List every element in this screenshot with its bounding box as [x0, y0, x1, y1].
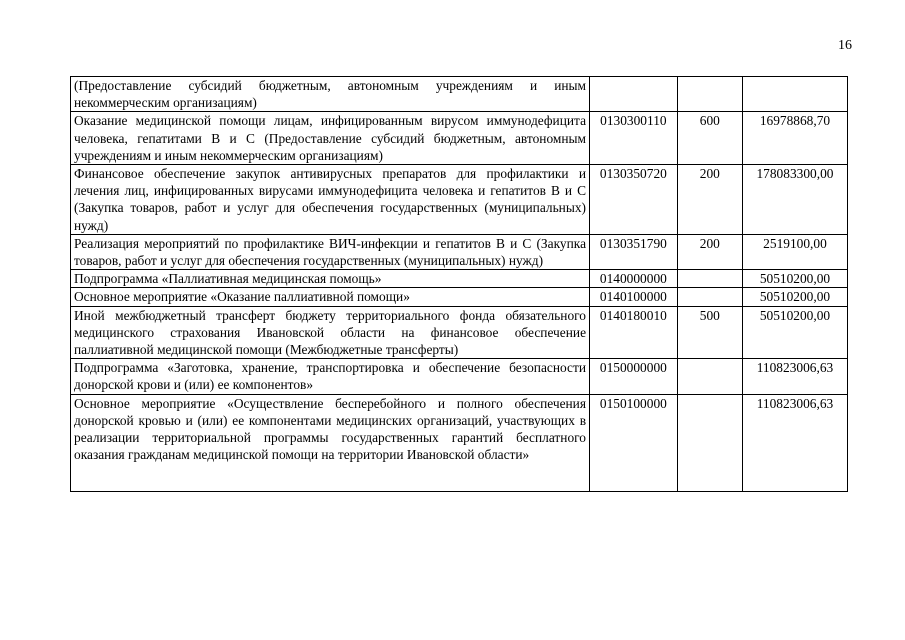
row-name: Основное мероприятие «Оказание паллиативной помощи»	[71, 288, 590, 306]
row-sum: 50510200,00	[742, 288, 847, 306]
row-name: Основное мероприятие «Осуществление бесперебойного и полного обеспечения донорской кровью и (или) ее компонентами медицинских организаций, участвующих в реализации территориальной программы государственных гарантий бесплатного оказания гражданам медицинской помощи на территории Ивановской области»	[71, 394, 590, 491]
row-code: 0150000000	[590, 359, 678, 394]
table-row	[71, 234, 848, 269]
row-type: 200	[677, 165, 742, 235]
row-name: Подпрограмма «Заготовка, хранение, транспортировка и обеспечение безопасности донорской крови и (или) ее компонентов»	[71, 359, 590, 394]
row-name: Реализация мероприятий по профилактике ВИЧ-инфекции и гепатитов B и C (Закупка товаров, работ и услуг для обеспечения государственных (муниципальных) нужд)	[71, 234, 590, 269]
row-code: 0150100000	[590, 394, 678, 491]
page-number: 16	[838, 38, 852, 53]
row-name: Иной межбюджетный трансферт бюджету территориального фонда обязательного медицинского страхования Ивановской области на финансовое обеспечение паллиативной медицинской помощи (Межбюджетные трансферты)	[71, 306, 590, 359]
row-type	[677, 77, 742, 112]
row-name: Подпрограмма «Паллиативная медицинская помощь»	[71, 270, 590, 288]
row-type: 500	[677, 306, 742, 359]
row-type	[677, 359, 742, 394]
row-name: Оказание медицинской помощи лицам, инфицированным вирусом иммунодефицита человека, гепатитами B и C (Предоставление субсидий бюджетным, автономным учреждениям и иным некоммерческим организациям)	[71, 112, 590, 165]
row-type: 200	[677, 234, 742, 269]
row-sum: 2519100,00	[742, 234, 847, 269]
row-code: 0130300110	[590, 112, 678, 165]
table-row	[71, 77, 848, 112]
row-sum: 50510200,00	[742, 306, 847, 359]
row-code: 0130351790	[590, 234, 678, 269]
budget-table	[70, 76, 848, 492]
table-row	[71, 270, 848, 288]
row-sum: 16978868,70	[742, 112, 847, 165]
table-row	[71, 165, 848, 235]
row-type	[677, 394, 742, 491]
table-row	[71, 394, 848, 491]
table-row	[71, 359, 848, 394]
row-code: 0140000000	[590, 270, 678, 288]
table-row	[71, 288, 848, 306]
row-code	[590, 77, 678, 112]
row-sum: 50510200,00	[742, 270, 847, 288]
table-row	[71, 306, 848, 359]
row-sum: 110823006,63	[742, 359, 847, 394]
table-row	[71, 112, 848, 165]
row-type	[677, 270, 742, 288]
row-sum: 178083300,00	[742, 165, 847, 235]
row-code: 0140100000	[590, 288, 678, 306]
row-type: 600	[677, 112, 742, 165]
row-name: Финансовое обеспечение закупок антивирусных препаратов для профилактики и лечения лиц, инфицированных вирусами иммунодефицита человека и гепатитов B и C (Закупка товаров, работ и услуг для обеспечения государственных (муниципальных) нужд)	[71, 165, 590, 235]
row-name: (Предоставление субсидий бюджетным, автономным учреждениям и иным некоммерческим организациям)	[71, 77, 590, 112]
row-sum	[742, 77, 847, 112]
row-sum: 110823006,63	[742, 394, 847, 491]
row-code: 0130350720	[590, 165, 678, 235]
row-type	[677, 288, 742, 306]
row-code: 0140180010	[590, 306, 678, 359]
